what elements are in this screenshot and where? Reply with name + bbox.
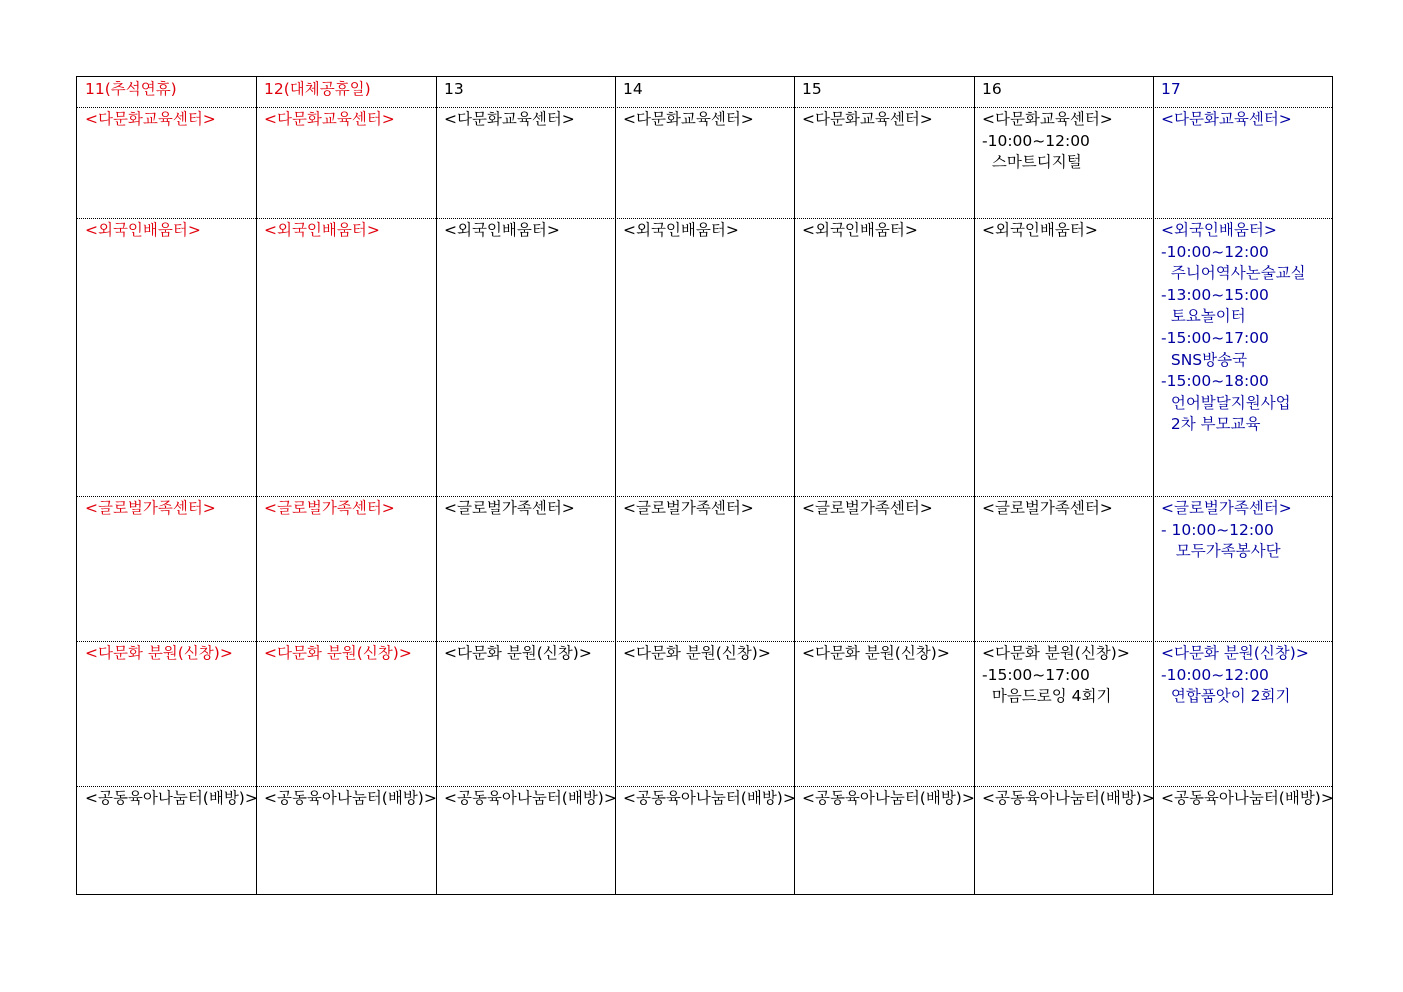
multicultural-branch-sinchang-cell: <다문화 분원(신창)> -15:00~17:00 마음드로잉 4회기 [982, 644, 1130, 706]
global-family-center-cell: <글로벌가족센터> [802, 499, 933, 517]
multicultural-branch-sinchang-cell: <다문화 분원(신창)> [85, 644, 233, 662]
global-family-center-cell: <글로벌가족센터> - 10:00~12:00 모두가족봉사단 [1161, 499, 1292, 561]
global-family-center-cell: <글로벌가족센터> [85, 499, 216, 517]
childcare-sharing-center-cell: <공동육아나눔터(배방)> [1161, 789, 1334, 807]
foreigner-learning-center-cell: <외국인배움터> [85, 221, 201, 239]
childcare-sharing-center-cell: <공동육아나눔터(배방)> [623, 789, 796, 807]
foreigner-learning-center-cell: <외국인배움터> -10:00~12:00 주니어역사논술교실 -13:00~15:00 토요놀이터 -15:00~17:00 SNS방송국 -15:00~18:00 언어발달지원사업 2차 부모교육 [1161, 221, 1306, 434]
multicultural-branch-sinchang-cell: <다문화 분원(신창)> [623, 644, 771, 662]
multicultural-education-center-cell: <다문화교육센터> [444, 110, 575, 128]
multicultural-education-center-cell: <다문화교육센터> [1161, 110, 1292, 128]
multicultural-branch-sinchang-cell: <다문화 분원(신창)> [802, 644, 950, 662]
day-header: 17 [1161, 80, 1181, 98]
day-header: 11(추석연휴) [85, 80, 177, 98]
day-header: 16 [982, 80, 1002, 98]
foreigner-learning-center-cell: <외국인배움터> [444, 221, 560, 239]
foreigner-learning-center-cell: <외국인배움터> [264, 221, 380, 239]
multicultural-branch-sinchang-cell: <다문화 분원(신창)> [264, 644, 412, 662]
childcare-sharing-center-cell: <공동육아나눔터(배방)> [444, 789, 617, 807]
foreigner-learning-center-cell: <외국인배움터> [982, 221, 1098, 239]
childcare-sharing-center-cell: <공동육아나눔터(배방)> [802, 789, 975, 807]
global-family-center-cell: <글로벌가족센터> [982, 499, 1113, 517]
day-header: 14 [623, 80, 643, 98]
day-header: 12(대체공휴일) [264, 80, 371, 98]
multicultural-education-center-cell: <다문화교육센터> [802, 110, 933, 128]
childcare-sharing-center-cell: <공동육아나눔터(배방)> [85, 789, 258, 807]
multicultural-education-center-cell: <다문화교육센터> [85, 110, 216, 128]
childcare-sharing-center-cell: <공동육아나눔터(배방)> [982, 789, 1155, 807]
multicultural-branch-sinchang-cell: <다문화 분원(신창)> [444, 644, 592, 662]
weekly-schedule-table [76, 76, 1333, 895]
day-header: 13 [444, 80, 464, 98]
global-family-center-cell: <글로벌가족센터> [623, 499, 754, 517]
global-family-center-cell: <글로벌가족센터> [444, 499, 575, 517]
global-family-center-cell: <글로벌가족센터> [264, 499, 395, 517]
multicultural-education-center-cell: <다문화교육센터> [623, 110, 754, 128]
foreigner-learning-center-cell: <외국인배움터> [802, 221, 918, 239]
foreigner-learning-center-cell: <외국인배움터> [623, 221, 739, 239]
multicultural-branch-sinchang-cell: <다문화 분원(신창)> -10:00~12:00 연합품앗이 2회기 [1161, 644, 1309, 706]
multicultural-education-center-cell: <다문화교육센터> [264, 110, 395, 128]
childcare-sharing-center-cell: <공동육아나눔터(배방)> [264, 789, 437, 807]
day-header: 15 [802, 80, 822, 98]
multicultural-education-center-cell: <다문화교육센터> -10:00~12:00 스마트디지털 [982, 110, 1113, 172]
